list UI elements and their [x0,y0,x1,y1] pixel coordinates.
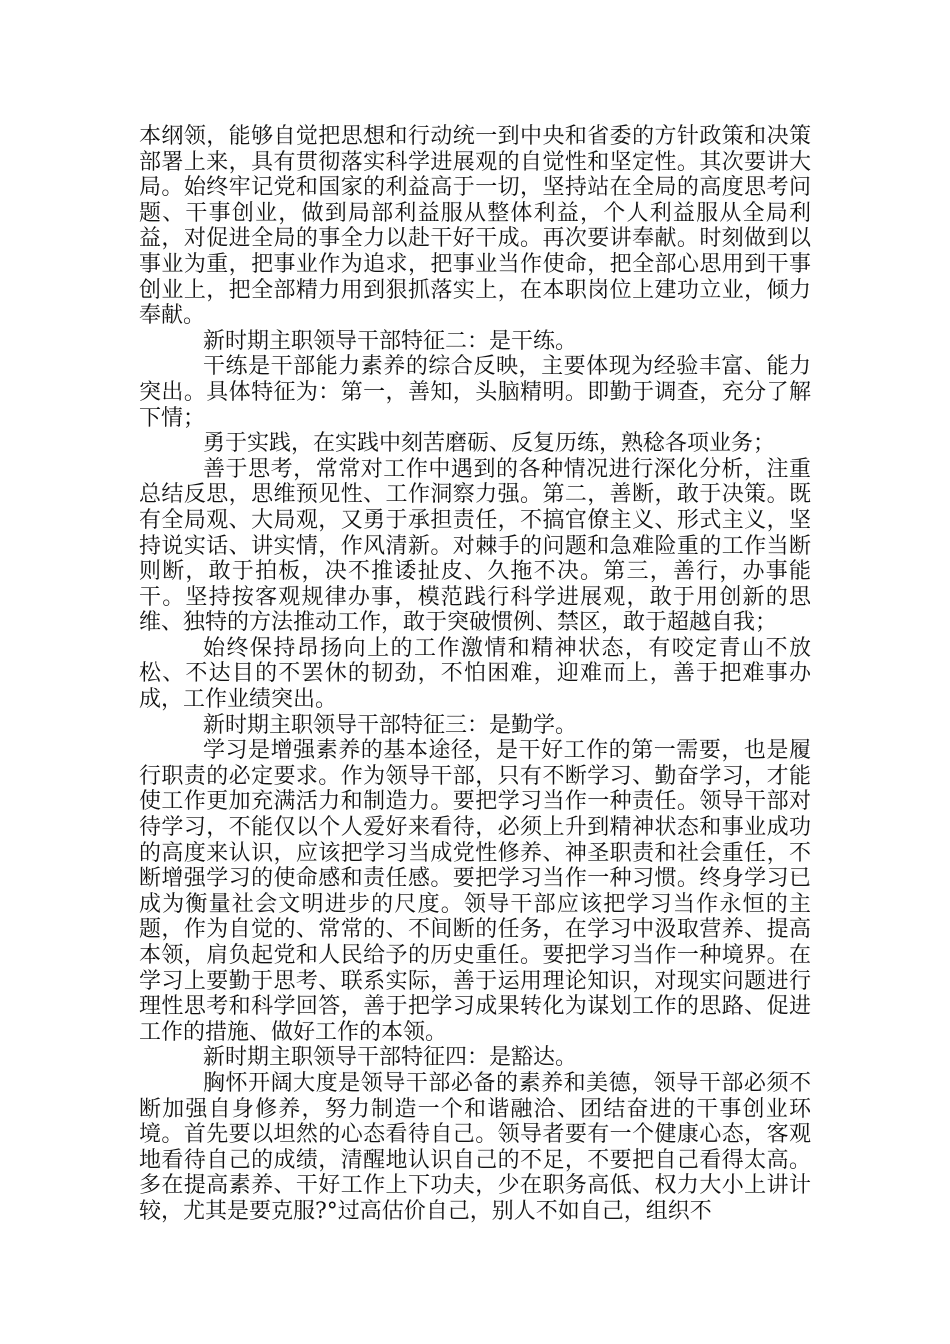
document-body [139,124,811,1225]
paragraph: 胸怀开阔大度是领导干部必备的素养和美德，领导干部必须不断加强自身修养，努力制造一个和谐融洽、团结奋进的干事创业环境。首先要以坦然的心态看待自己。领导者要有一个健康心态，客观地看待自己的成绩，清醒地认识自己的不足，不要把自己看得太高。多在提高素养、干好工作上下功夫，少在职务高低、权力大小上讲计较，尤其是要克服?°过高估价自己，别人不如自己，组织不 [139,1070,811,1224]
section-heading: 新时期主职领导干部特征二：是干练。 [203,328,578,354]
section-heading: 新时期主职领导干部特征三：是勤学。 [203,712,578,738]
paragraph: 始终保持昂扬向上的工作激情和精神状态，有咬定青山不放松、不达目的不罢休的韧劲，不怕困难，迎难而上，善于把难事办成，工作业绩突出。 [139,635,811,713]
paragraph: 干练是干部能力素养的综合反映，主要体现为经验丰富、能力突出。具体特征为：第一，善知，头脑精明。即勤于调查，充分了解下情； [139,354,811,431]
paragraph: 善于思考，常常对工作中遇到的各种情况进行深化分析，注重总结反思，思维预见性、工作洞察力强。第二，善断，敢于决策。既有全局观、大局观，又勇于承担责任，不搞官僚主义、形式主义，坚持说实话、讲实情，作风清新。对棘手的问题和急难险重的工作当断则断，敢于拍板，决不推诿扯皮、久拖不决。第三，善行，办事能干。坚持按客观规律办事，模范践行科学进展观，敢于用创新的思维、独特的方法推动工作，敢于突破惯例、禁区，敢于超越自我； [139,456,811,636]
paragraph: 本纲领，能够自觉把思想和行动统一到中央和省委的方针政策和决策部署上来，具有贯彻落实科学进展观的自觉性和坚定性。其次要讲大局。始终牢记党和国家的利益高于一切，坚持站在全局的高度思考问题、干事创业，做到局部利益服从整体利益，个人利益服从全局利益，对促进全局的事全力以赴干好干成。再次要讲奉献。时刻做到以事业为重，把事业作为追求，把事业当作使命，把全部心思用到干事创业上，把全部精力用到狠抓落实上，在本职岗位上建功立业，倾力奉献。 [139,124,811,329]
paragraph: 学习是增强素养的基本途径，是干好工作的第一需要，也是履行职责的必定要求。作为领导干部，只有不断学习、勤奋学习，才能使工作更加充满活力和制造力。要把学习当作一种责任。领导干部对待学习，不能仅以个人爱好来看待，必须上升到精神状态和事业成功的高度来认识，应该把学习当成党性修养、神圣职责和社会重任，不断增强学习的使命感和责任感。要把学习当作一种习惯。终身学习已成为衡量社会文明进步的尺度。领导干部应该把学习当作永恒的主题，作为自觉的、常常的、不间断的任务，在学习中汲取营养、提高本领，肩负起党和人民给予的历史重任。要把学习当作一种境界。在学习上要勤于思考、联系实际，善于运用理论知识，对现实问题进行理性思考和科学回答，善于把学习成果转化为谋划工作的思路、促进工作的措施、做好工作的本领。 [139,738,811,1045]
paragraph: 勇于实践，在实践中刻苦磨砺、反复历练，熟稔各项业务； [203,431,776,457]
section-heading: 新时期主职领导干部特征四：是豁达。 [203,1045,578,1071]
